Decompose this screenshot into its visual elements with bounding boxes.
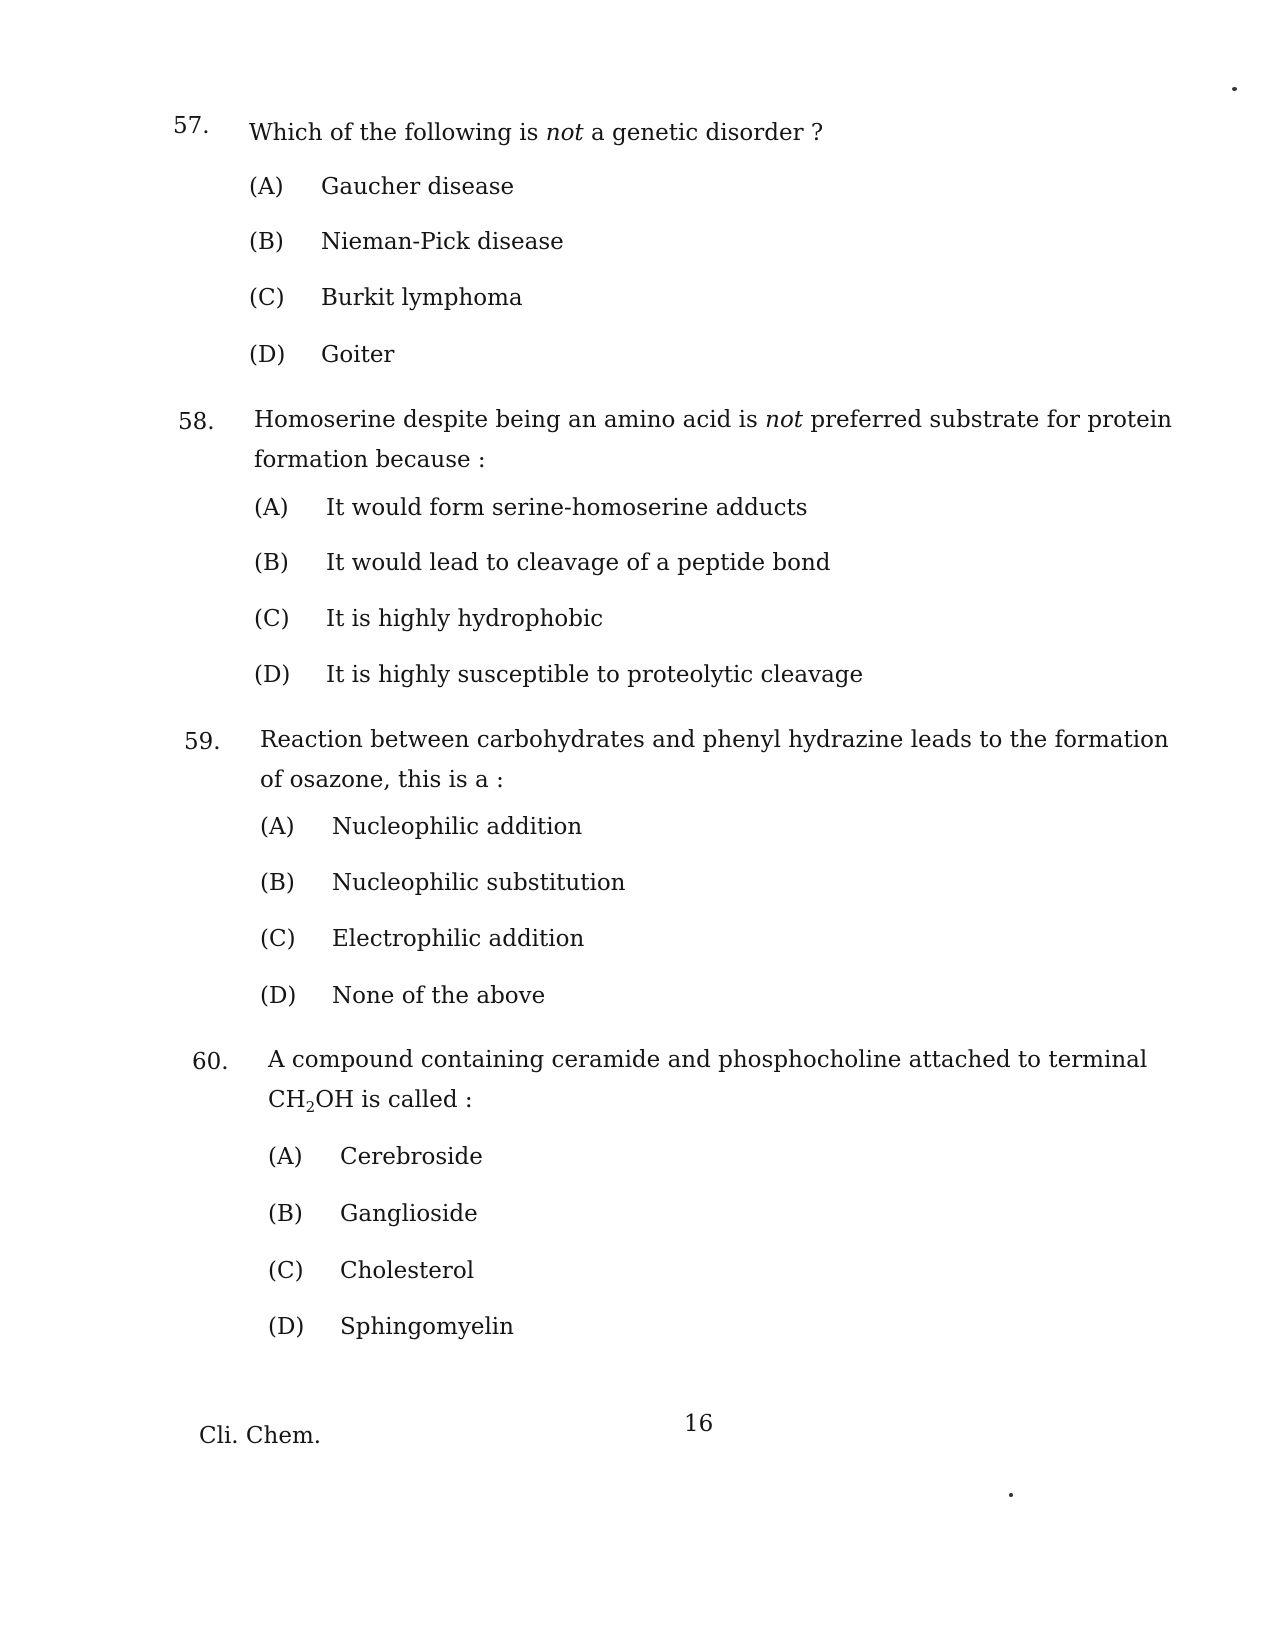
question-text: Which of the following is not a genetic disorder ?	[249, 120, 824, 146]
question-number: 59.	[184, 729, 221, 755]
option-d: (D) Goiter	[249, 342, 395, 368]
emphasis-word: not	[545, 120, 584, 146]
question-text: Reaction between carbohydrates and phenyl hydrazine leads to the formation of osazone, this is a :	[260, 727, 1169, 793]
option-c: (C) Burkit lymphoma	[249, 285, 523, 311]
option-d: (D) Sphingomyelin	[268, 1314, 514, 1340]
option-b: (B) Nucleophilic substitution	[260, 870, 626, 896]
option-c: (C) Cholesterol	[268, 1258, 475, 1284]
option-b: (B) It would lead to cleavage of a peptide bond	[254, 550, 831, 576]
subject-code: Cli. Chem.	[199, 1423, 322, 1449]
option-a: (A) It would form serine-homoserine adducts	[254, 495, 808, 521]
question-text: A compound containing ceramide and phosphocholine attached to terminal $CH_2OH$ is called :	[268, 1047, 1148, 1116]
question-number: 57.	[173, 113, 210, 139]
chemical-formula: $CH_2OH$	[268, 1087, 355, 1116]
option-d: (D) It is highly susceptible to proteolytic cleavage	[254, 662, 864, 688]
scan-speck	[1009, 1493, 1013, 1497]
option-c: (C) It is highly hydrophobic	[254, 606, 604, 632]
option-c: (C) Electrophilic addition	[260, 926, 585, 952]
emphasis-word: not	[765, 407, 804, 433]
option-a: (A) Cerebroside	[268, 1144, 483, 1170]
question-number: 60.	[192, 1049, 229, 1075]
scan-speck	[1232, 87, 1237, 91]
option-b: (B) Ganglioside	[268, 1201, 478, 1227]
question-text: Homoserine despite being an amino acid is not preferred substrate for protein formation because :	[254, 407, 1172, 473]
option-d: (D) None of the above	[260, 983, 546, 1009]
option-a: (A) Nucleophilic addition	[260, 814, 583, 840]
page-number: 16	[684, 1411, 714, 1437]
question-number: 58.	[178, 409, 215, 435]
option-b: (B) Nieman-Pick disease	[249, 229, 564, 255]
option-a: (A) Gaucher disease	[249, 174, 515, 200]
